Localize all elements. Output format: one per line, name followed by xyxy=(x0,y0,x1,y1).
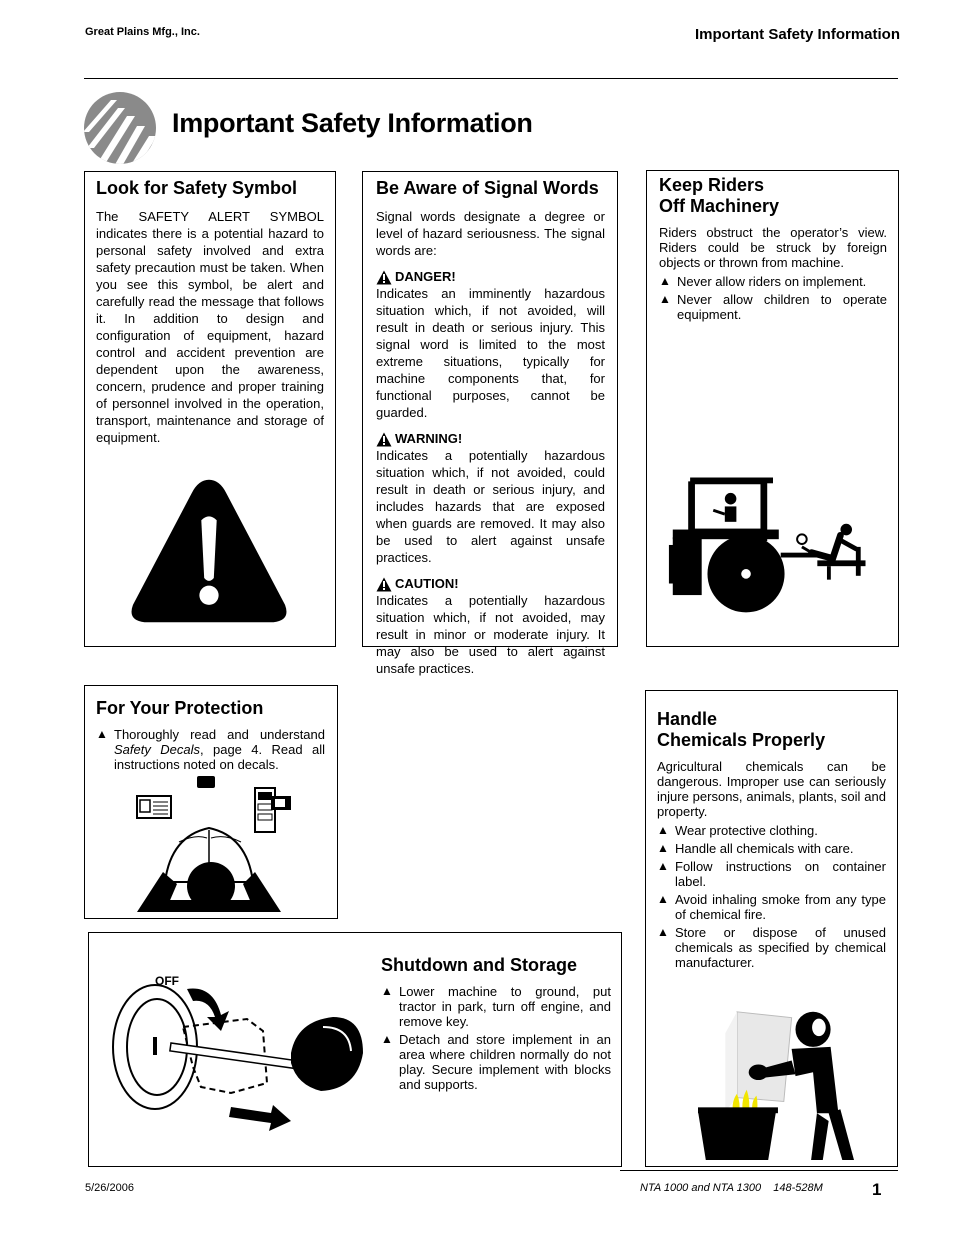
handle-chemicals-box xyxy=(645,690,898,1167)
section-title: Shutdown and Storage xyxy=(381,955,577,975)
safety-alert-triangle-icon xyxy=(127,474,291,628)
section-body: The SAFETY ALERT SYMBOL indicates there is a potential hazard to personal safety involved and extra safety precaution must be taken. When you see this symbol, be alert and carefully read the message that follows it. In addition to design and configuration of equipment, hazard control and accident prevention are dependent upon the awareness, concern, prudence and proper training of personnel involved in the operation, transport, maintenance and storage of equipment. xyxy=(96,209,324,445)
caution-label: CAUTION! xyxy=(395,576,459,591)
off-label: OFF xyxy=(155,974,179,988)
warning-alert-icon xyxy=(376,432,392,447)
chemical-bullet: ▲ Handle all chemicals with care. xyxy=(657,841,886,856)
section-title: Be Aware of Signal Words xyxy=(376,178,599,198)
section-title: Look for Safety Symbol xyxy=(96,178,298,198)
shutdown-storage-box xyxy=(88,932,622,1167)
great-plains-logo-icon xyxy=(83,92,157,164)
footer-rule xyxy=(620,1170,898,1171)
section-title-line1: Handle xyxy=(657,709,718,729)
footer-date: 5/26/2006 xyxy=(85,1182,134,1194)
shutdown-bullet: ▲ Lower machine to ground, put tractor in park, turn off engine, and remove key. xyxy=(381,984,611,1029)
warning-heading xyxy=(376,431,605,447)
chemical-bullet: ▲ Store or dispose of unused chemicals as specified by chemical manufacturer. xyxy=(657,925,886,970)
section-title-line2: Off Machinery xyxy=(659,196,780,216)
danger-label: DANGER! xyxy=(395,269,456,284)
look-for-safety-symbol-box xyxy=(84,171,336,647)
tractor-rider-illustration xyxy=(667,471,879,617)
warning-body: Indicates a potentially hazardous situation which, if not avoided, could result in death or serious injury, and includes hazards that are exposed when guards are removed. It may also be used to alert against unsafe practices. xyxy=(376,448,605,565)
protection-bullet xyxy=(96,727,325,772)
signal-words-box xyxy=(362,171,618,676)
keep-riders-box xyxy=(646,170,899,647)
bullet-text-post: , page 4. Read all instructions noted on decals. xyxy=(114,742,326,772)
section-title-line1: Keep Riders xyxy=(659,175,765,195)
section-body: Agricultural chemicals can be dangerous. Improper use can seriously injure persons, animals, plants, soil and property. xyxy=(657,759,886,819)
rider-bullet: ▲ Never allow riders on implement. xyxy=(659,274,887,289)
danger-alert-icon xyxy=(376,270,392,285)
shutdown-text-column xyxy=(381,955,611,1092)
page-number: 1 xyxy=(872,1180,882,1199)
danger-heading xyxy=(376,269,605,285)
section-body: Riders obstruct the operator’s view. Riders could be struck by foreign objects or thrown from machine. xyxy=(659,225,887,270)
chemical-handling-illustration xyxy=(698,1003,854,1161)
warning-label: WARNING! xyxy=(395,431,463,446)
page-title: Important Safety Information xyxy=(172,108,533,138)
chemical-bullet: ▲ Wear protective clothing. xyxy=(657,823,886,838)
running-header: Important Safety Information xyxy=(694,26,900,43)
header-rule xyxy=(84,78,898,79)
shutdown-bullet: ▲ Detach and store implement in an area where children normally do not play. Secure implement with blocks and supports. xyxy=(381,1032,611,1092)
caution-alert-icon xyxy=(376,577,392,592)
bullet-text-italic: Safety Decals xyxy=(114,742,200,757)
caution-heading xyxy=(376,576,605,592)
for-your-protection-box xyxy=(84,685,338,919)
ignition-key-illustration xyxy=(101,967,371,1147)
chemical-bullet: ▲ Follow instructions on container label. xyxy=(657,859,886,889)
operator-reading-manual-illustration xyxy=(125,772,295,912)
danger-body: Indicates an imminently hazardous situation which, if not avoided, will result in death or serious injury. This signal word is limited to the most extreme situations, typically for machine components that, for functional purposes, cannot be guarded. xyxy=(376,286,605,420)
footer-model: NTA 1000 and NTA 1300 148-528M xyxy=(640,1182,823,1194)
caution-body: Indicates a potentially hazardous situation which, if not avoided, may result in minor or moderate injury. It may also be used to alert against unsafe practices. xyxy=(376,593,605,676)
section-title-line2: Chemicals Properly xyxy=(657,730,826,750)
rider-bullet: ▲ Never allow children to operate equipment. xyxy=(659,292,887,322)
pull-arrow-icon xyxy=(229,1105,291,1131)
section-intro: Signal words designate a degree or level of hazard seriousness. The signal words are: xyxy=(376,209,605,258)
bullet-text-pre: Thoroughly read and understand xyxy=(114,727,325,742)
section-title: For Your Protection xyxy=(96,698,264,718)
company-name: Great Plains Mfg., Inc. xyxy=(85,26,200,38)
chemical-bullet: ▲ Avoid inhaling smoke from any type of chemical fire. xyxy=(657,892,886,922)
